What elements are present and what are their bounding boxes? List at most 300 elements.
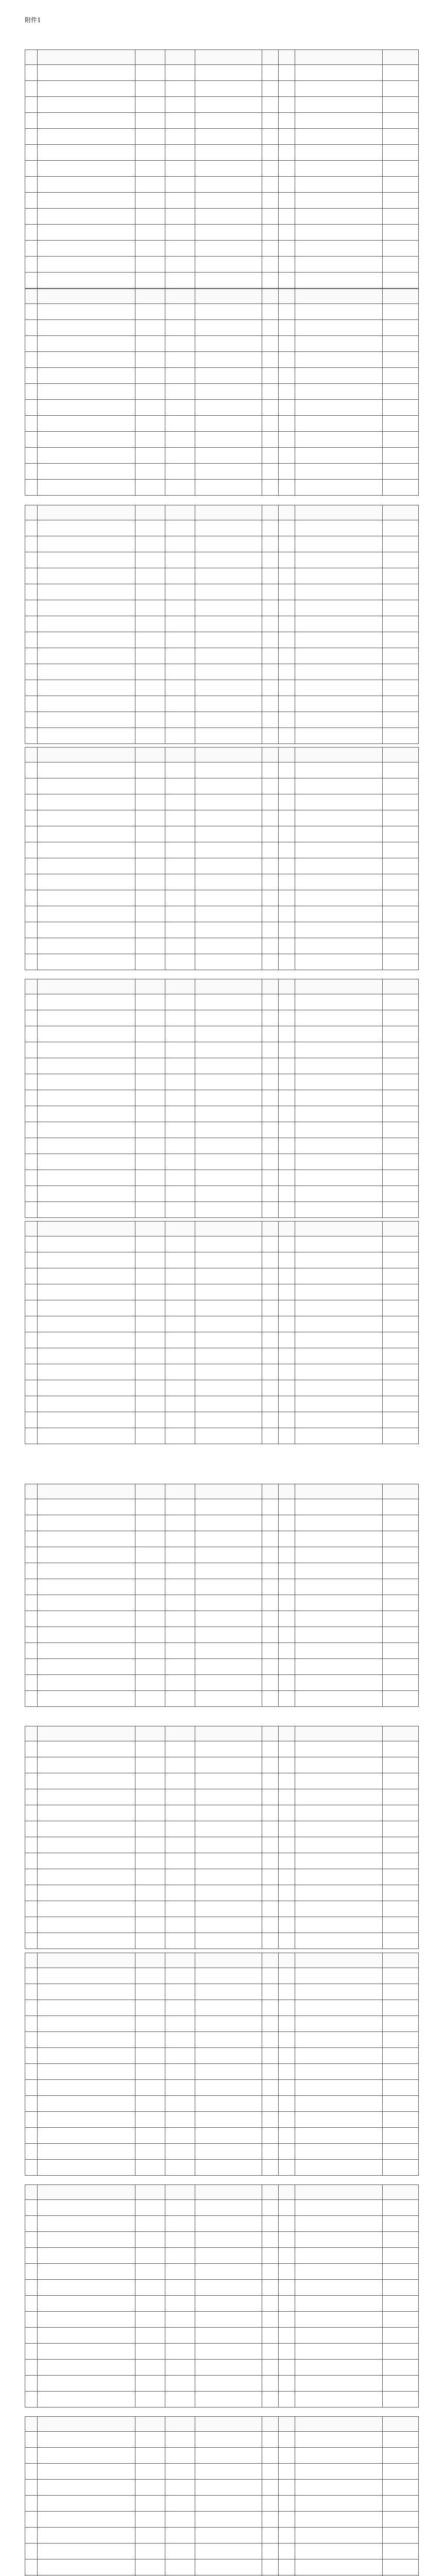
table-cell bbox=[165, 2064, 195, 2080]
table-cell bbox=[262, 794, 279, 810]
table-cell bbox=[262, 2112, 279, 2128]
table-cell bbox=[295, 65, 383, 81]
table-cell bbox=[165, 1396, 195, 1412]
table-cell bbox=[383, 400, 419, 416]
table-cell bbox=[279, 320, 295, 336]
table-row bbox=[25, 568, 419, 584]
table-cell bbox=[295, 712, 383, 728]
table-cell bbox=[262, 874, 279, 890]
table-cell bbox=[135, 2328, 165, 2344]
table-cell bbox=[295, 2312, 383, 2328]
table-cell bbox=[195, 994, 262, 1010]
table-cell bbox=[279, 2360, 295, 2376]
table-cell bbox=[25, 536, 38, 552]
table-cell bbox=[279, 1917, 295, 1933]
table-cell bbox=[279, 858, 295, 874]
table-cell bbox=[279, 1933, 295, 1949]
column-header bbox=[279, 2185, 295, 2200]
table-cell bbox=[38, 1252, 135, 1268]
table-cell bbox=[195, 2200, 262, 2216]
table-cell bbox=[295, 520, 383, 536]
table-cell bbox=[135, 1547, 165, 1563]
table-cell bbox=[25, 416, 38, 432]
table-cell bbox=[383, 1933, 419, 1949]
table-cell bbox=[195, 2480, 262, 2496]
column-header bbox=[383, 2417, 419, 2432]
table-cell bbox=[279, 129, 295, 145]
table-cell bbox=[279, 1531, 295, 1547]
column-header bbox=[279, 1222, 295, 1236]
table-row bbox=[25, 762, 419, 778]
table-cell bbox=[279, 696, 295, 712]
column-header bbox=[383, 2185, 419, 2200]
table-cell bbox=[195, 1412, 262, 1428]
table-cell bbox=[279, 97, 295, 113]
table-cell bbox=[38, 520, 135, 536]
table-cell bbox=[383, 161, 419, 177]
table-cell bbox=[262, 2360, 279, 2376]
table-row bbox=[25, 810, 419, 826]
table-cell bbox=[279, 1396, 295, 1412]
table-cell bbox=[262, 1364, 279, 1380]
table-cell bbox=[25, 1268, 38, 1284]
table-cell bbox=[165, 2432, 195, 2448]
table-cell bbox=[165, 177, 195, 193]
table-cell bbox=[38, 536, 135, 552]
table-cell bbox=[165, 336, 195, 352]
table-cell bbox=[295, 2328, 383, 2344]
table-row bbox=[25, 193, 419, 209]
table-cell bbox=[25, 922, 38, 938]
table-cell bbox=[262, 416, 279, 432]
table-cell bbox=[383, 2392, 419, 2408]
table-cell bbox=[279, 2280, 295, 2296]
table-row bbox=[25, 1805, 419, 1821]
table-cell bbox=[279, 1026, 295, 1042]
table-cell bbox=[383, 257, 419, 273]
table-cell bbox=[38, 1300, 135, 1316]
table-row bbox=[25, 1869, 419, 1885]
table-row bbox=[25, 2480, 419, 2496]
table-cell bbox=[135, 794, 165, 810]
table-cell bbox=[195, 712, 262, 728]
table-cell bbox=[135, 520, 165, 536]
table-cell bbox=[295, 2128, 383, 2144]
table-header-row bbox=[25, 289, 419, 304]
table-cell bbox=[262, 1789, 279, 1805]
table-cell bbox=[25, 2112, 38, 2128]
table-cell bbox=[383, 2064, 419, 2080]
table-cell bbox=[25, 552, 38, 568]
table-cell bbox=[383, 1627, 419, 1643]
table-cell bbox=[25, 994, 38, 1010]
table-cell bbox=[135, 1885, 165, 1901]
table-row bbox=[25, 1428, 419, 1444]
table-cell bbox=[195, 1984, 262, 2000]
table-cell bbox=[165, 2248, 195, 2264]
table-cell bbox=[279, 2432, 295, 2448]
table-cell bbox=[165, 1741, 195, 1757]
table-cell bbox=[195, 1348, 262, 1364]
table-cell bbox=[295, 858, 383, 874]
table-cell bbox=[135, 145, 165, 161]
table-cell bbox=[165, 2112, 195, 2128]
column-header bbox=[25, 2185, 38, 2200]
table-cell bbox=[165, 1202, 195, 1218]
table-cell bbox=[295, 1122, 383, 1138]
table-cell bbox=[135, 113, 165, 129]
table-cell bbox=[279, 2392, 295, 2408]
inspection-table bbox=[25, 979, 419, 1218]
column-header bbox=[135, 1222, 165, 1236]
table-cell bbox=[295, 938, 383, 954]
table-cell bbox=[195, 1741, 262, 1757]
table-cell bbox=[38, 1757, 135, 1773]
table-row bbox=[25, 1627, 419, 1643]
table-cell bbox=[165, 2312, 195, 2328]
table-row bbox=[25, 1138, 419, 1154]
table-cell bbox=[38, 728, 135, 744]
table-cell bbox=[195, 2112, 262, 2128]
table-block bbox=[25, 505, 418, 744]
table-cell bbox=[38, 1138, 135, 1154]
table-cell bbox=[295, 1058, 383, 1074]
table-cell bbox=[279, 2264, 295, 2280]
table-cell bbox=[195, 1428, 262, 1444]
table-cell bbox=[279, 2016, 295, 2032]
table-cell bbox=[38, 1396, 135, 1412]
table-row bbox=[25, 1202, 419, 1218]
table-cell bbox=[262, 2200, 279, 2216]
table-cell bbox=[279, 762, 295, 778]
table-cell bbox=[135, 1074, 165, 1090]
table-cell bbox=[165, 1332, 195, 1348]
table-cell bbox=[279, 2000, 295, 2016]
table-cell bbox=[383, 1741, 419, 1757]
table-cell bbox=[25, 520, 38, 536]
table-cell bbox=[383, 1010, 419, 1026]
table-row bbox=[25, 648, 419, 664]
table-cell bbox=[38, 2376, 135, 2392]
table-cell bbox=[135, 129, 165, 145]
table-cell bbox=[25, 2560, 38, 2575]
table-cell bbox=[295, 1316, 383, 1332]
table-cell bbox=[165, 1090, 195, 1106]
table-cell bbox=[135, 352, 165, 368]
table-cell bbox=[383, 2512, 419, 2528]
table-row bbox=[25, 2392, 419, 2408]
table-cell bbox=[383, 520, 419, 536]
table-cell bbox=[195, 2064, 262, 2080]
table-cell bbox=[262, 616, 279, 632]
table-cell bbox=[165, 209, 195, 225]
table-cell bbox=[279, 81, 295, 97]
table-cell bbox=[25, 2312, 38, 2328]
table-row bbox=[25, 225, 419, 241]
table-cell bbox=[383, 954, 419, 970]
table-cell bbox=[25, 1074, 38, 1090]
table-row bbox=[25, 1090, 419, 1106]
table-cell bbox=[295, 1010, 383, 1026]
table-cell bbox=[195, 1579, 262, 1595]
table-cell bbox=[279, 257, 295, 273]
table-cell bbox=[195, 1236, 262, 1252]
table-cell bbox=[135, 432, 165, 448]
column-header bbox=[165, 979, 195, 994]
table-cell bbox=[262, 1154, 279, 1170]
table-cell bbox=[25, 1837, 38, 1853]
table-cell bbox=[25, 1805, 38, 1821]
table-cell bbox=[279, 65, 295, 81]
table-cell bbox=[262, 2016, 279, 2032]
table-cell bbox=[195, 1563, 262, 1579]
table-header-row bbox=[25, 2185, 419, 2200]
column-header bbox=[195, 1484, 262, 1499]
table-cell bbox=[165, 858, 195, 874]
table-cell bbox=[165, 416, 195, 432]
table-cell bbox=[262, 1058, 279, 1074]
table-cell bbox=[165, 696, 195, 712]
table-cell bbox=[135, 696, 165, 712]
table-cell bbox=[295, 1300, 383, 1316]
table-cell bbox=[25, 384, 38, 400]
table-cell bbox=[165, 1917, 195, 1933]
table-cell bbox=[383, 2016, 419, 2032]
table-cell bbox=[135, 2128, 165, 2144]
table-cell bbox=[262, 2328, 279, 2344]
table-cell bbox=[165, 241, 195, 257]
table-cell bbox=[135, 1090, 165, 1106]
table-cell bbox=[295, 696, 383, 712]
table-cell bbox=[135, 890, 165, 906]
attachment-label: 附件1 bbox=[25, 16, 41, 24]
table-cell bbox=[165, 2264, 195, 2280]
table-row bbox=[25, 954, 419, 970]
table-cell bbox=[383, 2096, 419, 2112]
table-cell bbox=[25, 664, 38, 680]
table-cell bbox=[295, 1090, 383, 1106]
table-cell bbox=[295, 2200, 383, 2216]
table-cell bbox=[295, 1547, 383, 1563]
table-cell bbox=[295, 1853, 383, 1869]
table-cell bbox=[25, 1741, 38, 1757]
table-row bbox=[25, 874, 419, 890]
table-cell bbox=[38, 1202, 135, 1218]
table-cell bbox=[135, 2296, 165, 2312]
table-cell bbox=[38, 1236, 135, 1252]
table-cell bbox=[135, 448, 165, 464]
table-cell bbox=[25, 810, 38, 826]
table-row bbox=[25, 2496, 419, 2512]
table-cell bbox=[262, 1627, 279, 1643]
table-cell bbox=[195, 794, 262, 810]
table-cell bbox=[25, 1396, 38, 1412]
table-cell bbox=[195, 922, 262, 938]
table-row bbox=[25, 2232, 419, 2248]
table-cell bbox=[25, 1821, 38, 1837]
table-cell bbox=[135, 1026, 165, 1042]
table-block bbox=[25, 979, 418, 1218]
column-header bbox=[25, 748, 38, 762]
table-cell bbox=[383, 1316, 419, 1332]
table-cell bbox=[195, 1643, 262, 1659]
table-cell bbox=[383, 1691, 419, 1707]
table-cell bbox=[295, 2064, 383, 2080]
table-row bbox=[25, 2296, 419, 2312]
table-cell bbox=[135, 177, 165, 193]
table-cell bbox=[383, 994, 419, 1010]
table-cell bbox=[25, 762, 38, 778]
table-row bbox=[25, 1917, 419, 1933]
table-cell bbox=[195, 1268, 262, 1284]
table-cell bbox=[195, 858, 262, 874]
table-cell bbox=[195, 368, 262, 384]
table-cell bbox=[295, 2392, 383, 2408]
table-cell bbox=[38, 1499, 135, 1515]
table-cell bbox=[135, 728, 165, 744]
column-header bbox=[195, 748, 262, 762]
table-cell bbox=[262, 432, 279, 448]
table-cell bbox=[295, 1252, 383, 1268]
table-row bbox=[25, 1901, 419, 1917]
table-cell bbox=[135, 1531, 165, 1547]
table-cell bbox=[25, 320, 38, 336]
table-cell bbox=[279, 1869, 295, 1885]
table-block bbox=[25, 747, 418, 970]
table-cell bbox=[195, 728, 262, 744]
table-cell bbox=[195, 81, 262, 97]
table-cell bbox=[165, 1106, 195, 1122]
table-cell bbox=[262, 257, 279, 273]
table-row bbox=[25, 1364, 419, 1380]
table-cell bbox=[25, 2392, 38, 2408]
table-cell bbox=[38, 1412, 135, 1428]
table-cell bbox=[38, 2016, 135, 2032]
table-cell bbox=[25, 1691, 38, 1707]
table-cell bbox=[295, 1186, 383, 1202]
table-cell bbox=[25, 193, 38, 209]
table-cell bbox=[38, 584, 135, 600]
table-cell bbox=[25, 368, 38, 384]
table-cell bbox=[279, 1984, 295, 2000]
table-cell bbox=[279, 1154, 295, 1170]
table-cell bbox=[262, 2432, 279, 2448]
table-cell bbox=[383, 1547, 419, 1563]
table-cell bbox=[195, 568, 262, 584]
table-cell bbox=[165, 1901, 195, 1917]
table-cell bbox=[38, 2160, 135, 2176]
table-cell bbox=[279, 584, 295, 600]
table-cell bbox=[165, 938, 195, 954]
table-cell bbox=[279, 304, 295, 320]
table-cell bbox=[195, 2392, 262, 2408]
table-cell bbox=[165, 304, 195, 320]
table-cell bbox=[279, 2464, 295, 2480]
table-cell bbox=[135, 568, 165, 584]
table-cell bbox=[262, 1186, 279, 1202]
table-cell bbox=[383, 536, 419, 552]
table-cell bbox=[135, 954, 165, 970]
table-cell bbox=[279, 2128, 295, 2144]
table-cell bbox=[262, 1933, 279, 1949]
table-cell bbox=[38, 2064, 135, 2080]
table-cell bbox=[25, 1202, 38, 1218]
table-row bbox=[25, 1773, 419, 1789]
table-cell bbox=[38, 2280, 135, 2296]
table-cell bbox=[165, 1316, 195, 1332]
table-cell bbox=[295, 680, 383, 696]
table-cell bbox=[262, 520, 279, 536]
column-header bbox=[165, 2417, 195, 2432]
table-row bbox=[25, 906, 419, 922]
table-cell bbox=[165, 1789, 195, 1805]
table-cell bbox=[383, 2000, 419, 2016]
table-cell bbox=[38, 1268, 135, 1284]
table-cell bbox=[383, 1186, 419, 1202]
table-row bbox=[25, 352, 419, 368]
table-cell bbox=[279, 600, 295, 616]
table-cell bbox=[38, 1364, 135, 1380]
table-block bbox=[25, 49, 418, 289]
table-cell bbox=[25, 1332, 38, 1348]
table-cell bbox=[135, 1611, 165, 1627]
table-cell bbox=[279, 632, 295, 648]
table-cell bbox=[165, 2144, 195, 2160]
column-header bbox=[195, 2417, 262, 2432]
table-cell bbox=[279, 273, 295, 289]
table-cell bbox=[195, 1917, 262, 1933]
table-cell bbox=[135, 826, 165, 842]
column-header bbox=[262, 1222, 279, 1236]
table-cell bbox=[195, 1531, 262, 1547]
table-cell bbox=[383, 129, 419, 145]
table-cell bbox=[383, 177, 419, 193]
table-cell bbox=[383, 1515, 419, 1531]
table-cell bbox=[195, 1170, 262, 1186]
table-cell bbox=[135, 2144, 165, 2160]
table-cell bbox=[383, 1348, 419, 1364]
table-cell bbox=[135, 161, 165, 177]
table-row bbox=[25, 257, 419, 273]
table-cell bbox=[25, 2200, 38, 2216]
table-cell bbox=[135, 2096, 165, 2112]
table-cell bbox=[25, 304, 38, 320]
column-header bbox=[25, 1484, 38, 1499]
table-cell bbox=[135, 1933, 165, 1949]
table-cell bbox=[25, 794, 38, 810]
table-cell bbox=[135, 2264, 165, 2280]
table-cell bbox=[165, 129, 195, 145]
table-cell bbox=[25, 209, 38, 225]
table-cell bbox=[262, 632, 279, 648]
table-cell bbox=[279, 1428, 295, 1444]
table-cell bbox=[135, 2064, 165, 2080]
table-row bbox=[25, 1300, 419, 1316]
table-cell bbox=[25, 778, 38, 794]
table-cell bbox=[295, 1332, 383, 1348]
table-cell bbox=[195, 1885, 262, 1901]
table-cell bbox=[38, 1106, 135, 1122]
table-cell bbox=[262, 954, 279, 970]
table-cell bbox=[262, 1821, 279, 1837]
column-header bbox=[135, 50, 165, 65]
table-cell bbox=[383, 2248, 419, 2264]
table-cell bbox=[135, 648, 165, 664]
table-cell bbox=[279, 2376, 295, 2392]
column-header bbox=[295, 748, 383, 762]
column-header bbox=[383, 289, 419, 304]
table-cell bbox=[165, 1853, 195, 1869]
